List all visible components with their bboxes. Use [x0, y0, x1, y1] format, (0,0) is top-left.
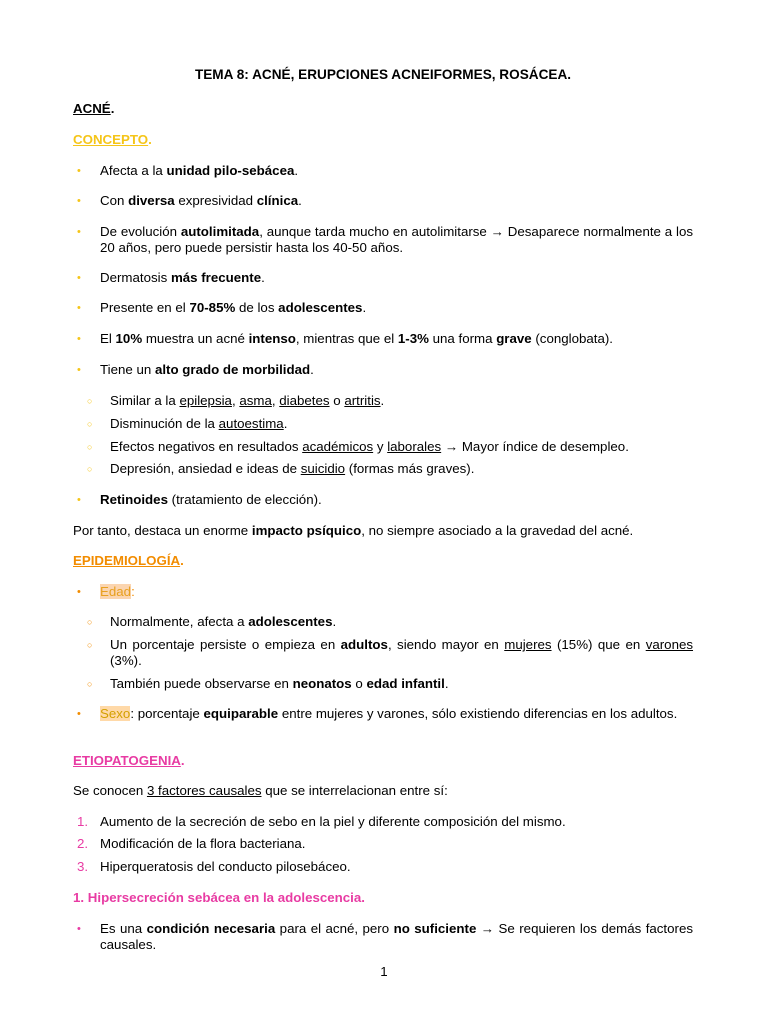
sub-bullet-icon: ○ — [87, 464, 93, 474]
bullet-icon: • — [77, 165, 81, 177]
sub-bullet-icon: ○ — [87, 640, 93, 650]
paragraph: Por tanto, destaca un enorme impacto psíquico, no siempre asociado a la gravedad del acné. — [73, 523, 634, 538]
bullet-icon: • — [77, 708, 81, 720]
bullet-icon: • — [77, 302, 81, 314]
sub-bullet-icon: ○ — [87, 442, 93, 452]
subsection-heading: 1. Hipersecreción sebácea en la adolescencia. — [73, 890, 365, 905]
sub-bullet-icon: ○ — [87, 679, 93, 689]
bullet-icon: • — [77, 195, 81, 207]
bullet-icon: • — [77, 494, 81, 506]
bullet-icon: • — [77, 226, 81, 238]
bullet-icon: • — [77, 923, 81, 935]
section-etiopatogenia-heading: ETIOPATOGENIA. — [73, 753, 185, 768]
bullet-icon: • — [77, 333, 81, 345]
section-concepto-heading: CONCEPTO. — [73, 132, 152, 147]
sub-bullet-icon: ○ — [87, 617, 93, 627]
bullet-icon: • — [77, 272, 81, 284]
paragraph: Se conocen 3 factores causales que se interrelacionan entre sí: — [73, 783, 448, 798]
sub-bullet-icon: ○ — [87, 396, 93, 406]
sub-bullet-icon: ○ — [87, 419, 93, 429]
page-number: 1 — [380, 964, 388, 979]
section-epidemiologia-heading: EPIDEMIOLOGÍA. — [73, 553, 184, 568]
bullet-icon: • — [77, 364, 81, 376]
bullet-icon: • — [77, 586, 81, 598]
document-title: TEMA 8: ACNÉ, ERUPCIONES ACNEIFORMES, ROSÁCEA. — [194, 67, 572, 82]
section-acne-heading: ACNÉ. — [73, 101, 115, 116]
